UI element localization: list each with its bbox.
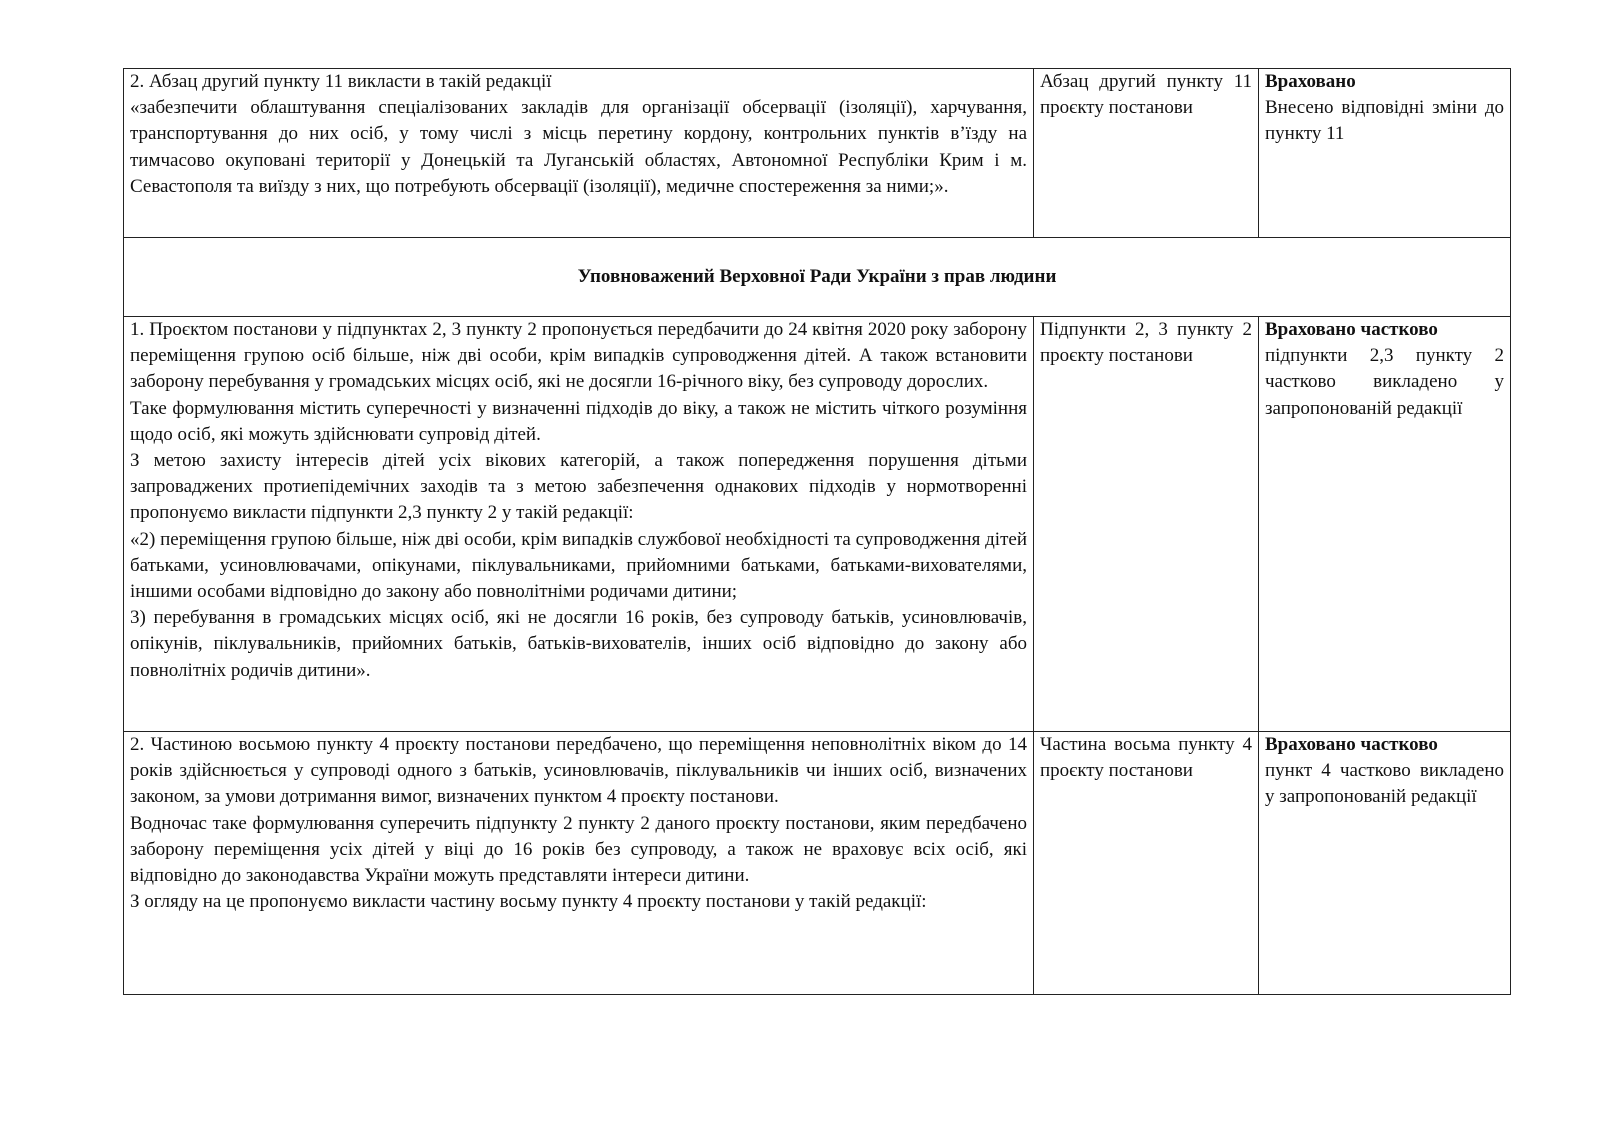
status-label: Враховано частково [1265,319,1438,340]
proposal-paragraph: З метою захисту інтересів дітей усіх вікових категорій, а також попередження порушення дітьми запроваджених протиепідемічних заходів та з метою забезпечення однакових підходів у нормотворенні пропонуємо викласти підпункти 2,3 пункту 2 у такій редакції: [130,450,1027,524]
table-row [124,317,1511,732]
reference-text: Частина восьма пункту 4 проєкту постанови [1040,734,1252,782]
status-label: Враховано частково [1265,734,1438,755]
reference-text: Підпункти 2, 3 пункту 2 проєкту постанови [1040,319,1252,367]
reference-cell [1034,732,1259,995]
decision-comment: підпункти 2,3 пункту 2 частково викладено у запропонованій редакції [1265,345,1504,419]
decision-cell [1259,69,1511,238]
proposal-cell [124,732,1034,995]
decision-comment: пункт 4 частково викладено у запропонованій редакції [1265,760,1504,808]
status-label: Враховано [1265,71,1356,92]
reference-text: Абзац другий пункту 11 проєкту постанови [1040,71,1252,119]
comparison-table [123,68,1511,995]
reference-cell [1034,69,1259,238]
table-row [124,69,1511,238]
reference-cell [1034,317,1259,732]
table-row [124,732,1511,995]
proposal-paragraph: «забезпечити облаштування спеціалізованих закладів для організації обсервації (ізоляції), харчування, транспортування до них осіб, у тому числі з місць перетину кордону, контрольних пунктів в’їзду на тимчасово окуповані території у Донецькій та Луганській областях, Автономної Республіки Крим і м. Севастополя та виїзду з них, що потребують обсервації (ізоляції), медичне спостереження за ними;». [130,97,1027,197]
proposal-paragraph: 2. Абзац другий пункту 11 викласти в такій редакції [130,71,552,92]
proposal-cell [124,317,1034,732]
proposal-paragraph: «2) переміщення групою більше, ніж дві особи, крім випадків службової необхідності та супроводження дітей батьками, усиновлювачами, опікунами, піклувальниками, прийомними батьками, батьками-вихователями, іншими особами відповідно до закону або повнолітніми родичами дитини; [130,528,1027,603]
proposal-paragraph: 3) перебування в громадських місцях осіб, які не досягли 16 років, без супроводу батьків, усиновлювачів, опікунів, піклувальників, прийомних батьків, батьків-вихователів, інших осіб відповідно до закону або повнолітніх родичів дитини». [130,607,1027,681]
proposal-paragraph: З огляду на це пропонуємо викласти частину восьму пункту 4 проєкту постанови у такій редакції: [130,891,927,913]
section-header: Уповноважений Верховної Ради України з прав людини [124,238,1511,317]
section-header-row [124,238,1511,317]
proposal-paragraph: Водночас таке формулювання суперечить підпункту 2 пункту 2 даного проєкту постанови, яким передбачено заборону переміщення усіх дітей у віці до 16 років без супроводу, а також не враховує всіх осіб, які відповідно до законодавства України можуть представляти інтереси дитини. [130,812,1027,887]
decision-cell [1259,732,1511,995]
proposal-paragraph: 2. Частиною восьмою пункту 4 проєкту постанови передбачено, що переміщення неповнолітніх віком до 14 років здійснюється у супроводі одного з батьків, усиновлювачів, піклувальників чи інших осіб, визначених законом, за умови дотримання вимог, визначених пунктом 4 проєкту постанови. [130,734,1027,808]
proposal-paragraph: Таке формулювання містить суперечності у визначенні підходів до віку, а також не містить чіткого розуміння щодо осіб, які можуть здійснювати супровід дітей. [130,397,1027,445]
proposal-paragraph: 1. Проєктом постанови у підпунктах 2, 3 пункту 2 пропонується передбачити до 24 квітня 2020 року заборону переміщення групою осіб більше, ніж дві особи, крім випадків супроводження дітей. А також встановити заборону перебування у громадських місцях осіб, які не досягли 16-річного віку, без супроводу дорослих. [130,319,1027,393]
decision-comment: Внесено відповідні зміни до пункту 11 [1265,97,1504,145]
decision-cell [1259,317,1511,732]
proposal-cell [124,69,1034,238]
